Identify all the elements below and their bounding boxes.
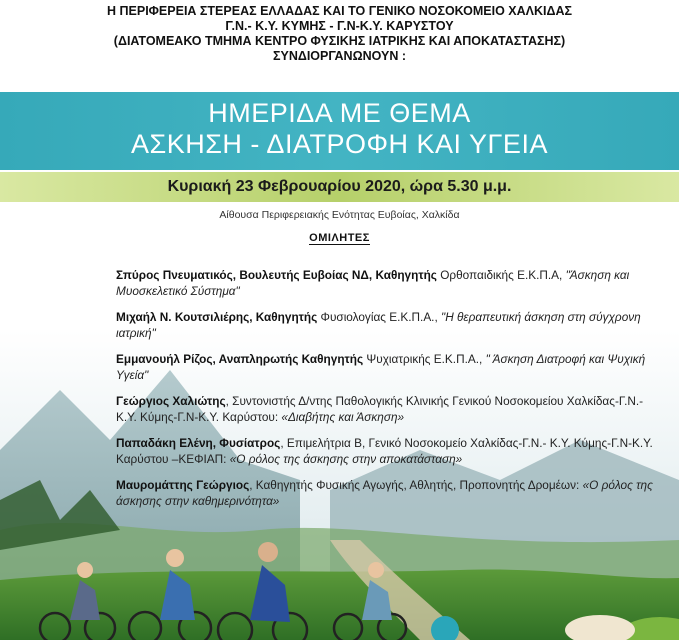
road [330, 540, 470, 640]
bicycle-wheel [334, 614, 362, 640]
speaker-topic: "Άσκηση και Μυοσκελετικό Σύστημα" [116, 268, 630, 298]
speaker-name: Σπύρος Πνευματικός, Βουλευτής Ευβοίας ΝΔ, Καθηγητής [116, 268, 437, 282]
rider-1-head [77, 562, 93, 578]
organizers-header [0, 4, 679, 64]
speaker-role: Ορθοπαιδικής Ε.Κ.Π.Α, [436, 268, 566, 282]
event-title-line1: ΗΜΕΡΙΔΑ ΜΕ ΘΕΜΑ [208, 98, 471, 128]
speaker-role: , Καθηγητής Φυσικής Αγωγής, Αθλητής, Προπονητής Δρομέων: [249, 478, 583, 492]
rider-2 [160, 570, 195, 620]
speaker-role: Φυσιολογίας Ε.Κ.Π.Α., [317, 310, 442, 324]
speaker-item [116, 267, 656, 299]
event-date: Κυριακή 23 Φεβρουαρίου 2020, ώρα 5.30 μ.μ. [0, 172, 679, 202]
bicycle-wheel [40, 613, 70, 640]
rider-3 [250, 565, 290, 622]
speaker-item [116, 393, 656, 425]
cyclists [40, 612, 406, 640]
food-bowl [565, 615, 635, 640]
speaker-topic: " Άσκηση Διατροφή και Ψυχική Υγεία" [116, 352, 646, 382]
event-venue: Αίθουσα Περιφερειακής Ενότητας Ευβοίας, Χαλκίδα [219, 209, 460, 221]
speaker-topic: «Ο ρόλος της άσκησης στην αποκατάσταση» [229, 452, 463, 466]
organizers-line: ΣΥΝΔΙΟΡΓΑΝΩΝΟΥΝ : [272, 49, 406, 63]
speaker-name: Γεώργιος Χαλιώτης [116, 394, 226, 408]
speakers-heading-text: ΟΜΙΛΗΤΕΣ [309, 232, 370, 244]
green-apple [620, 617, 679, 640]
speaker-item [116, 477, 656, 509]
forest-left [0, 480, 120, 550]
fitness-logo-icon [431, 616, 459, 640]
speaker-topic: «Ο ρόλος της άσκησης στην καθημερινότητα» [116, 478, 653, 508]
rider-4-head [368, 562, 384, 578]
meadow [0, 523, 679, 640]
speaker-topic: «Διαβήτης και Άσκηση» [281, 410, 405, 424]
speaker-role: , Επιμελήτρια Β, Γενικό Νοσοκομείο Χαλκίδας-Γ.Ν.- Κ.Υ. Κύμης-Γ.Ν-Κ.Υ. Καρύστου –ΚΕΦΙΑΠ: [116, 436, 653, 466]
speaker-name: Παπαδάκη Ελένη, Φυσίατρος [116, 436, 281, 450]
speakers-heading [0, 232, 679, 244]
speaker-name: Μαυρομάττης Γεώργιος [116, 478, 250, 492]
event-title-line2: ΑΣΚΗΣΗ - ΔΙΑΤΡΟΦΗ ΚΑΙ ΥΓΕΙΑ [131, 129, 548, 159]
speaker-role: Ψυχιατρικής Ε.Κ.Π.Α., [363, 352, 486, 366]
speaker-role: , Συντονιστής Δ/ντης Παθολογικής Κλινικής Γενικού Νοσοκομείου Χαλκίδας-Γ.Ν.- Κ.Υ. Κύμης-Γ.Ν-Κ.Υ. Καρύστου: [116, 394, 644, 424]
event-title-banner [0, 92, 679, 170]
rider-1 [70, 580, 100, 620]
speakers-list [116, 267, 656, 519]
bicycle-wheel [179, 612, 211, 640]
speaker-name: Μιχαήλ Ν. Κουτσιλιέρης, Καθηγητής [116, 310, 318, 324]
organizers-line: Γ.Ν.- Κ.Υ. ΚΥΜΗΣ - Γ.Ν-Κ.Υ. ΚΑΡΥΣΤΟΥ [225, 19, 454, 33]
speaker-item [116, 351, 656, 383]
bicycle-wheel [273, 613, 307, 640]
speaker-name: Εμμανουήλ Ρίζος, Αναπληρωτής Καθηγητής [116, 352, 364, 366]
speaker-item [116, 435, 656, 467]
organizers-line: Η ΠΕΡΙΦΕΡΕΙΑ ΣΤΕΡΕΑΣ ΕΛΛΑΔΑΣ ΚΑΙ ΤΟ ΓΕΝΙΚΟ ΝΟΣΟΚΟΜΕΙΟ ΧΑΛΚΙΔΑΣ [107, 4, 572, 18]
riders [70, 542, 392, 622]
rider-2-head [166, 549, 184, 567]
bicycle-wheel [129, 612, 161, 640]
bicycle-wheel [378, 614, 406, 640]
rider-4 [362, 580, 392, 620]
bicycle-wheel [85, 613, 115, 640]
organizers-line: (ΔΙΑΤΟΜΕΑΚΟ ΤΜΗΜΑ ΚΕΝΤΡΟ ΦΥΣΙΚΗΣ ΙΑΤΡΙΚΗΣ ΚΑΙ ΑΠΟΚΑΤΑΣΤΑΣΗΣ) [113, 34, 566, 48]
speaker-topic: "Η θεραπευτική άσκηση στη σύγχρονη ιατρική" [116, 310, 641, 340]
grass [0, 570, 679, 640]
rider-3-head [258, 542, 278, 562]
speaker-item [116, 309, 656, 341]
bicycle-wheel [218, 613, 252, 640]
